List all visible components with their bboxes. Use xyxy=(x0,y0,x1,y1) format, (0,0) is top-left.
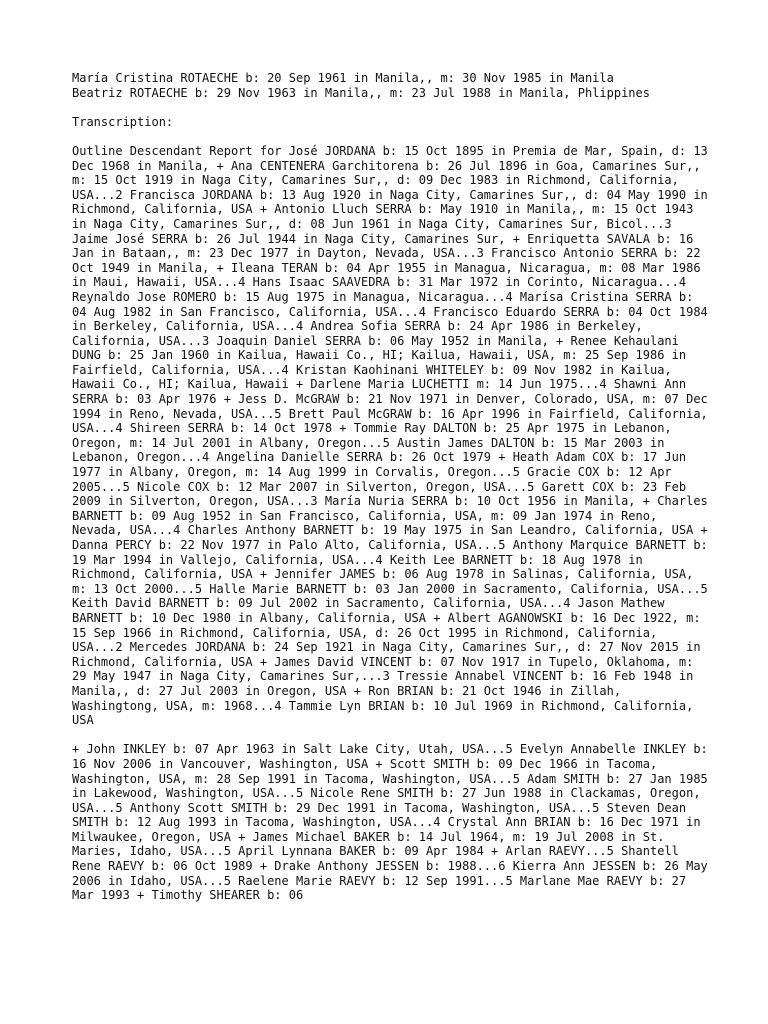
document-page xyxy=(72,71,712,903)
header-line-2: Beatriz ROTAECHE b: 29 Nov 1963 in Manila,, m: 23 Jul 1988 in Manila, Phlippines xyxy=(72,85,650,100)
transcription-paragraph-2: + John INKLEY b: 07 Apr 1963 in Salt Lake City, Utah, USA...5 Evelyn Annabelle INKLEY b: 16 Nov 2006 in Vancouver, Washington, USA + Scott SMITH b: 09 Dec 1966 in Tacoma, Washington, USA, m: 28 Sep 1991 in Tacoma, Washington, USA...5 Adam SMITH b: 27 Jan 1985 in Lakewood, Washington, USA...5 Nicole Rene SMITH b: 27 Jun 1988 in Clackamas, Oregon, USA...5 Anthony Scott SMITH b: 29 Dec 1991 in Tacoma, Washington, USA...5 Steven Dean SMITH b: 12 Aug 1993 in Tacoma, Washington, USA...4 Crystal Ann BRIAN b: 16 Dec 1971 in Milwaukee, Oregon, USA + James Michael BAKER b: 14 Jul 1964, m: 19 Jul 2008 in St. Maries, Idaho, USA...5 April Lynnana BAKER b: 09 Apr 1984 + Arlan RAEVY...5 Shantell Rene RAEVY b: 06 Oct 1989 + Drake Anthony JESSEN b: 1988...6 Kierra Ann JESSEN b: 26 May 2006 in Idaho, USA...5 Raelene Marie RAEVY b: 12 Sep 1991...5 Marlane Mae RAEVY b: 27 Mar 1993 + Timothy SHEARER b: 06 xyxy=(72,742,708,903)
spacer xyxy=(72,728,712,743)
spacer xyxy=(72,100,712,115)
transcription-heading: Transcription: xyxy=(72,114,174,129)
header-line-1: María Cristina ROTAECHE b: 20 Sep 1961 in Manila,, m: 30 Nov 1985 in Manila xyxy=(72,71,614,85)
transcription-paragraph-1: Outline Descendant Report for José JORDANA b: 15 Oct 1895 in Premia de Mar, Spain, d: 13 Dec 1968 in Manila, + Ana CENTENERA Garchitorena b: 26 Jul 1896 in Goa, Camarines Sur,, m: 15 Oct 1919 in Naga City, Camarines Sur,, d: 09 Dec 1983 in Richmond, California, USA...2 Francisca JORDANA b: 13 Aug 1920 in Naga City, Camarines Sur,, d: 04 May 1990 in Richmond, California, USA + Antonio Lluch SERRA b: May 1910 in Manila,, m: 15 Oct 1943 in Naga City, Camarines Sur,, d: 08 Jun 1961 in Naga City, Camarines Sur, Bicol...3 Jaime José SERRA b: 26 Jul 1944 in Naga City, Camarines Sur, + Enriquetta SAVALA b: 16 Jan in Bataan,, m: 23 Dec 1977 in Dayton, Nevada, USA...3 Francisco Antonio SERRA b: 22 Oct 1949 in Manila, + Ileana TERAN b: 04 Apr 1955 in Managua, Nicaragua, m: 08 Mar 1986 in Maui, Hawaii, USA...4 Hans Isaac SAAVEDRA b: 31 Mar 1972 in Corinto, Nicaragua...4 Reynaldo Jose ROMERO b: 15 Aug 1975 in Managua, Nicaragua...4 Marísa Cristina SERRA b: 04 Aug 1982 in San Francisco, California, USA...4 Francisco Eduardo SERRA b: 04 Oct 1984 in Berkeley, California, USA...4 Andrea Sofia SERRA b: 24 Apr 1986 in Berkeley, California, USA...3 Joaquin Daniel SERRA b: 06 May 1952 in Manila, + Renee Kehaulani DUNG b: 25 Jan 1960 in Kailua, Hawaii Co., HI; Kailua, Hawaii, USA, m: 25 Sep 1986 in Fairfield, California, USA...4 Kristan Kaohinani WHITELEY b: 09 Nov 1982 in Kailua, Hawaii Co., HI; Kailua, Hawaii + Darlene Maria LUCHETTI m: 14 Jun 1975...4 Shawni Ann SERRA b: 03 Apr 1976 + Jess D. McGRAW b: 21 Nov 1971 in Denver, Colorado, USA, m: 07 Dec 1994 in Reno, Nevada, USA...5 Brett Paul McGRAW b: 16 Apr 1996 in Fairfield, California, USA...4 Shireen SERRA b: 14 Oct 1978 + Tommie Ray DALTON b: 25 Apr 1975 in Lebanon, Oregon, m: 14 Jul 2001 in Albany, Oregon...5 Austin James DALTON b: 15 Mar 2003 in Lebanon, Oregon...4 Angelina Danielle SERRA b: 26 Oct 1979 + Heath Adam COX b: 17 Jun 1977 in Albany, Oregon, m: 14 Aug 1999 in Corvalis, Oregon...5 Gracie COX b: 12 Apr 2005...5 Nicole COX b: 12 Mar 2007 in Silverton, Oregon, USA...5 Garett COX b: 23 Feb 2009 in Silverton, Oregon, USA...3 María Nuria SERRA b: 10 Oct 1956 in Manila, + Charles BARNETT b: 09 Aug 1952 in San Francisco, California, USA, m: 09 Jan 1974 in Reno, Nevada, USA...4 Charles Anthony BARNETT b: 19 May 1975 in San Leandro, California, USA + Danna PERCY b: 22 Nov 1977 in Palo Alto, California, USA...5 Anthony Marquice BARNETT b: 19 Mar 1994 in Vallejo, California, USA...4 Keith Lee BARNETT b: 18 Aug 1978 in Richmond, California, USA + Jennifer JAMES b: 06 Aug 1978 in Salinas, California, USA, m: 13 Oct 2000...5 Halle Marie BARNETT b: 03 Jan 2000 in Sacramento, California, USA...5 Keith David BARNETT b: 09 Jul 2002 in Sacramento, California, USA...4 Jason Mathew BARNETT b: 10 Dec 1980 in Albany, California, USA + Albert AGANOWSKI b: 16 Dec 1922, m: 15 Sep 1966 in Richmond, California, USA, d: 26 Oct 1995 in Richmond, California, USA...2 Mercedes JORDANA b: 24 Sep 1921 in Naga City, Camarines Sur,, d: 27 Nov 2015 in Richmond, California, USA + James David VINCENT b: 07 Nov 1917 in Tupelo, Oklahoma, m: 29 May 1947 in Naga City, Camarines Sur,...3 Tressie Annabel VINCENT b: 16 Feb 1948 in Manila,, d: 27 Jul 2003 in Oregon, USA + Ron BRIAN b: 21 Oct 1946 in Zillah, Washingtong, USA, m: 1968...4 Tammie Lyn BRIAN b: 10 Jul 1969 in Richmond, California, USA xyxy=(72,143,708,728)
spacer xyxy=(72,129,712,144)
